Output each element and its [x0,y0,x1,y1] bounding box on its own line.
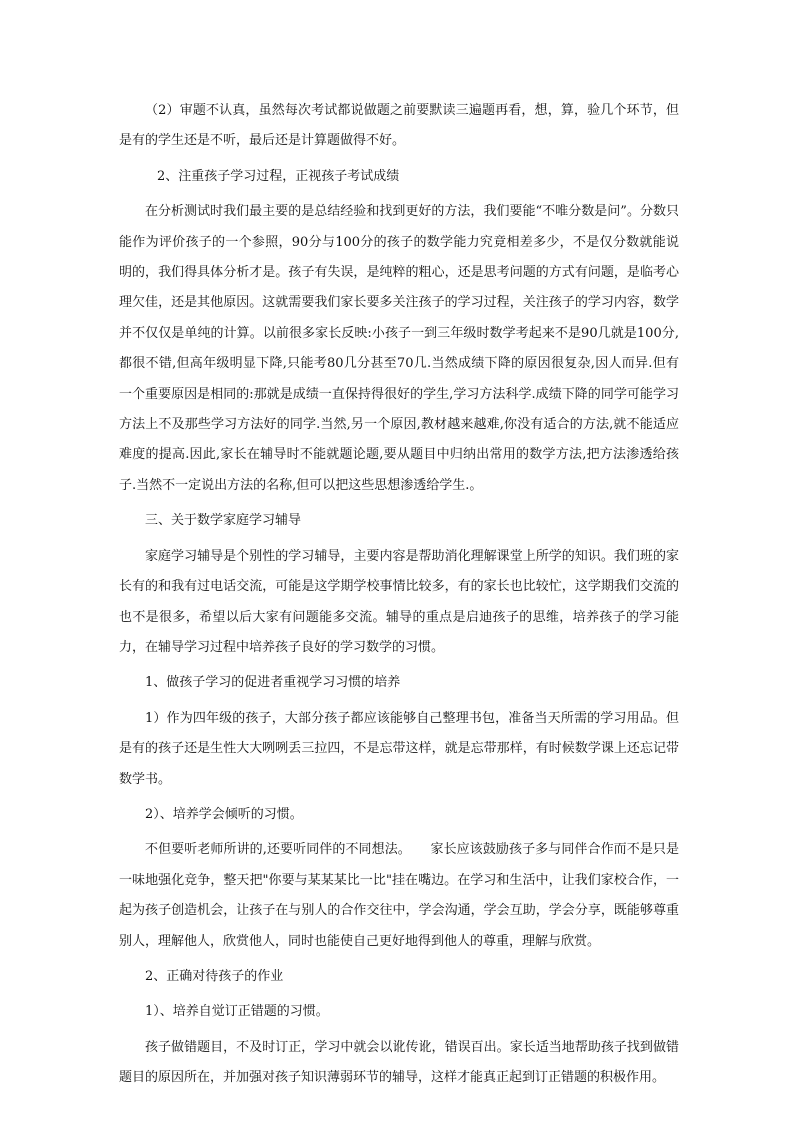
paragraph-analysis-scores: 在分析测试时我们最主要的是总结经验和找到更好的方法，我们要能“不唯分数是问”。分数只能作为评价孩子的一个参照，90分与100分的孩子的数学能力究竟相差多少，不是仅分数就能说明的，我们得具体分析才是。孩子有失误，是纯粹的粗心，还是思考问题的方式有问题，是临考心理欠佳，还是其他原因。这就需要我们家长要多关注孩子的学习过程，关注孩子的学习内容，数学并不仅仅是单纯的计算。以前很多家长反映:小孩子一到三年级时数学考起来不是90几就是100分,都很不错,但高年级明显下降,只能考80几分甚至70几.当然成绩下降的原因很复杂,因人而异.但有一个重要原因是相同的:那就是成绩一直保持得很好的学生,学习方法科学.成绩下降的同学可能学习方法上不及那些学习方法好的同学.当然,另一个原因,教材越来越难,你没有适合的方法,就不能适应难度的提高.因此,家长在辅导时不能就题论题,要从题目中归纳出常用的数学方法,把方法渗透给孩子.当然不一定说出方法的名称,但可以把这些思想渗透给学生.。 [119,204,679,493]
paragraph-cooperation: 不但要听老师所讲的,还要听同伴的不同想法。 家长应该鼓励孩子多与同伴合作而不是只是一味地强化竞争，整天把"你要与某某某比一比"挂在嘴边。在学习和生活中，让我们家校合作，一起为孩子创造机会，让孩子在与别人的合作交往中，学会沟通，学会互助，学会分享，既能够尊重别人，理解他人，欣赏他人，同时也能使自己更好地得到他人的尊重，理解与欣赏。 [119,842,679,949]
subheading-correct-mistakes: 1）、培养自觉订正错题的习惯。 [145,1004,329,1020]
subheading-listening-habit: 2）、培养学会倾听的习惯。 [145,806,303,822]
paragraph-correct-mistakes: 孩子做错题目，不及时订正，学习中就会以讹传讹，错误百出。家长适当地帮助孩子找到做错题目的原因所在，并加强对孩子知识薄弱环节的辅导，这样才能真正起到订正错题的积极作用。 [119,1039,679,1086]
paragraph-careless-reading: （2）审题不认真，虽然每次考试都说做题之前要默读三遍题再看，想，算，验几个环节，但是有的学生还是不听，最后还是计算题做得不好。 [119,103,679,149]
subheading-homework: 2、正确对待孩子的作业 [145,968,284,984]
paragraph-organize-schoolbag: 1）作为四年级的孩子，大部分孩子都应该能够自己整理书包，准备当天所需的学习用品。但是有的孩子还是生性大大咧咧丢三拉四，不是忘带这样，就是忘带那样，有时候数学课上还忘记带数学书。 [119,710,679,787]
paragraph-home-tutoring-intro: 家庭学习辅导是个别性的学习辅导，主要内容是帮助消化理解课堂上所学的知识。我们班的家长有的和我有过电话交流，可能是这学期学校事情比较多，有的家长也比较忙，这学期我们交流的也不是很多，希望以后大家有问题能多交流。辅导的重点是启迪孩子的思维，培养孩子的学习能力，在辅导学习过程中培养孩子良好的学习数学的习惯。 [119,548,679,655]
section-heading-home-tutoring: 三、关于数学家庭学习辅导 [145,513,302,529]
section-heading-learning-process: 2、注重孩子学习过程，正视孩子考试成绩 [157,168,400,184]
subheading-study-habits: 1、做孩子学习的促进者重视学习习惯的培养 [145,675,401,691]
document-body [119,96,679,1099]
